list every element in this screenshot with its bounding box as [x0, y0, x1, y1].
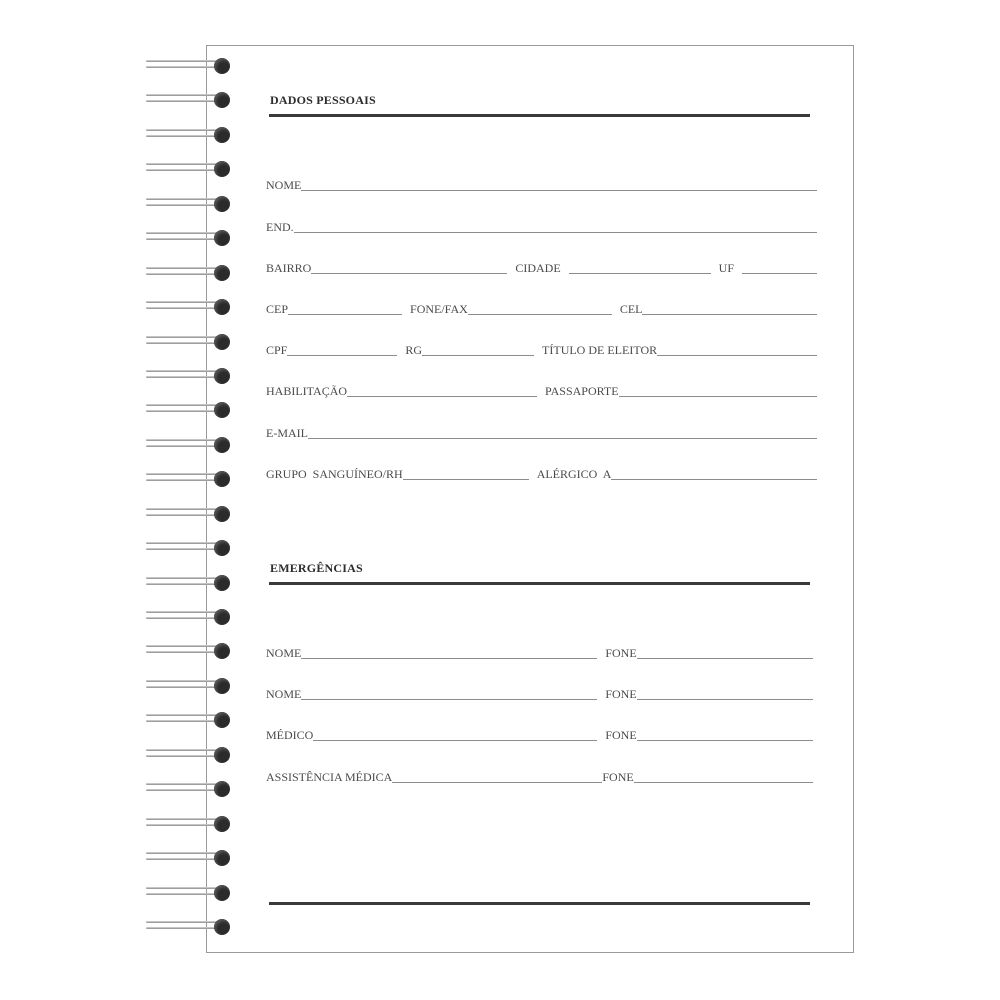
label-passaporte: PASSAPORTE: [545, 384, 619, 398]
spiral-ring: [146, 126, 236, 146]
row-medico: [266, 725, 813, 743]
row-cpf: [266, 340, 817, 358]
spiral-ring: [146, 57, 236, 77]
spiral-ring: [146, 608, 236, 628]
spiral-ring: [146, 436, 236, 456]
row-grupo-sanguineo: [266, 464, 817, 482]
binding-hole: [214, 609, 230, 625]
row-emergency-nome-2: [266, 684, 813, 702]
binding-hole: [214, 781, 230, 797]
field-fone-fax[interactable]: [468, 302, 612, 315]
spiral-ring: [146, 264, 236, 284]
binding-hole: [214, 161, 230, 177]
spiral-ring: [146, 677, 236, 697]
field-emergency-nome-1[interactable]: [301, 646, 597, 659]
spiral-ring: [146, 539, 236, 559]
binding-hole: [214, 299, 230, 315]
label-emergency-fone-1: FONE: [605, 646, 637, 660]
spiral-ring: [146, 91, 236, 111]
label-cidade: CIDADE: [515, 261, 561, 275]
row-assistencia-medica: [266, 767, 813, 785]
label-cpf: CPF: [266, 343, 288, 357]
spiral-ring: [146, 642, 236, 662]
field-habilitacao[interactable]: [347, 384, 537, 397]
binding-hole: [214, 712, 230, 728]
row-nome: [266, 175, 817, 193]
spiral-ring: [146, 505, 236, 525]
row-emergency-nome-1: [266, 643, 813, 661]
spiral-ring: [146, 711, 236, 731]
label-titulo-eleitor: TÍTULO DE ELEITOR: [542, 343, 658, 357]
binding-hole: [214, 919, 230, 935]
label-emergency-fone-4: FONE: [602, 770, 634, 784]
binding-hole: [214, 92, 230, 108]
field-emergency-nome-2[interactable]: [301, 687, 597, 700]
binding-hole: [214, 575, 230, 591]
spiral-ring: [146, 815, 236, 835]
binding-hole: [214, 196, 230, 212]
section-title-personal: DADOS PESSOAIS: [270, 93, 376, 107]
field-cel[interactable]: [642, 302, 817, 315]
spiral-ring: [146, 470, 236, 490]
spiral-binding: [146, 0, 236, 1000]
label-assistencia-medica: ASSISTÊNCIA MÉDICA: [266, 770, 393, 784]
spiral-ring: [146, 574, 236, 594]
field-emergency-fone-4[interactable]: [634, 770, 813, 783]
spiral-ring: [146, 884, 236, 904]
section-title-emergency: EMERGÊNCIAS: [270, 561, 363, 575]
binding-hole: [214, 850, 230, 866]
label-email: E-MAIL: [266, 426, 308, 440]
field-cidade[interactable]: [569, 261, 711, 274]
field-grupo-sanguineo[interactable]: [403, 467, 529, 480]
spiral-ring: [146, 780, 236, 800]
spiral-ring: [146, 746, 236, 766]
binding-hole: [214, 471, 230, 487]
label-emergency-fone-3: FONE: [605, 728, 637, 742]
field-passaporte[interactable]: [619, 384, 817, 397]
spiral-ring: [146, 229, 236, 249]
label-cep: CEP: [266, 302, 289, 316]
binding-hole: [214, 265, 230, 281]
binding-hole: [214, 58, 230, 74]
field-rg[interactable]: [422, 343, 534, 356]
binding-hole: [214, 747, 230, 763]
spiral-ring: [146, 849, 236, 869]
section-rule-personal: [269, 114, 810, 117]
binding-hole: [214, 816, 230, 832]
field-emergency-fone-2[interactable]: [637, 687, 813, 700]
field-nome[interactable]: [301, 178, 817, 191]
spiral-ring: [146, 298, 236, 318]
label-habilitacao: HABILITAÇÃO: [266, 384, 348, 398]
field-alergico[interactable]: [611, 467, 817, 480]
spiral-ring: [146, 160, 236, 180]
binding-hole: [214, 540, 230, 556]
binding-hole: [214, 506, 230, 522]
field-end[interactable]: [294, 220, 817, 233]
spiral-ring: [146, 367, 236, 387]
row-email: [266, 423, 817, 441]
label-grupo-sanguineo: GRUPO SANGUÍNEO/RH: [266, 467, 403, 481]
field-email[interactable]: [308, 426, 817, 439]
spiral-ring: [146, 401, 236, 421]
field-cep[interactable]: [288, 302, 402, 315]
row-habilitacao: [266, 381, 817, 399]
field-bairro[interactable]: [311, 261, 507, 274]
binding-hole: [214, 885, 230, 901]
label-medico: MÉDICO: [266, 728, 314, 742]
field-emergency-fone-3[interactable]: [637, 728, 813, 741]
label-emergency-nome-2: NOME: [266, 687, 302, 701]
binding-hole: [214, 678, 230, 694]
label-uf: UF: [718, 261, 735, 275]
label-cel: CEL: [619, 302, 643, 316]
field-uf[interactable]: [742, 261, 817, 274]
bottom-rule: [269, 902, 810, 905]
binding-hole: [214, 437, 230, 453]
label-end: END.: [266, 220, 294, 234]
binding-hole: [214, 368, 230, 384]
row-end: [266, 217, 817, 235]
row-cep: [266, 299, 817, 317]
spiral-ring: [146, 918, 236, 938]
label-emergency-fone-2: FONE: [605, 687, 637, 701]
section-rule-emergency: [269, 582, 810, 585]
field-cpf[interactable]: [287, 343, 397, 356]
row-bairro: [266, 258, 817, 276]
label-emergency-nome-1: NOME: [266, 646, 302, 660]
field-assistencia-medica[interactable]: [392, 770, 602, 783]
spiral-ring: [146, 195, 236, 215]
label-alergico: ALÉRGICO A: [536, 467, 612, 481]
field-titulo-eleitor[interactable]: [657, 343, 817, 356]
field-emergency-fone-1[interactable]: [637, 646, 813, 659]
spiral-ring: [146, 333, 236, 353]
field-medico[interactable]: [313, 728, 597, 741]
label-rg: RG: [405, 343, 423, 357]
label-bairro: BAIRRO: [266, 261, 312, 275]
binding-hole: [214, 127, 230, 143]
binding-hole: [214, 402, 230, 418]
binding-hole: [214, 643, 230, 659]
label-fone-fax: FONE/FAX: [410, 302, 468, 316]
label-nome: NOME: [266, 178, 302, 192]
binding-hole: [214, 334, 230, 350]
binding-hole: [214, 230, 230, 246]
